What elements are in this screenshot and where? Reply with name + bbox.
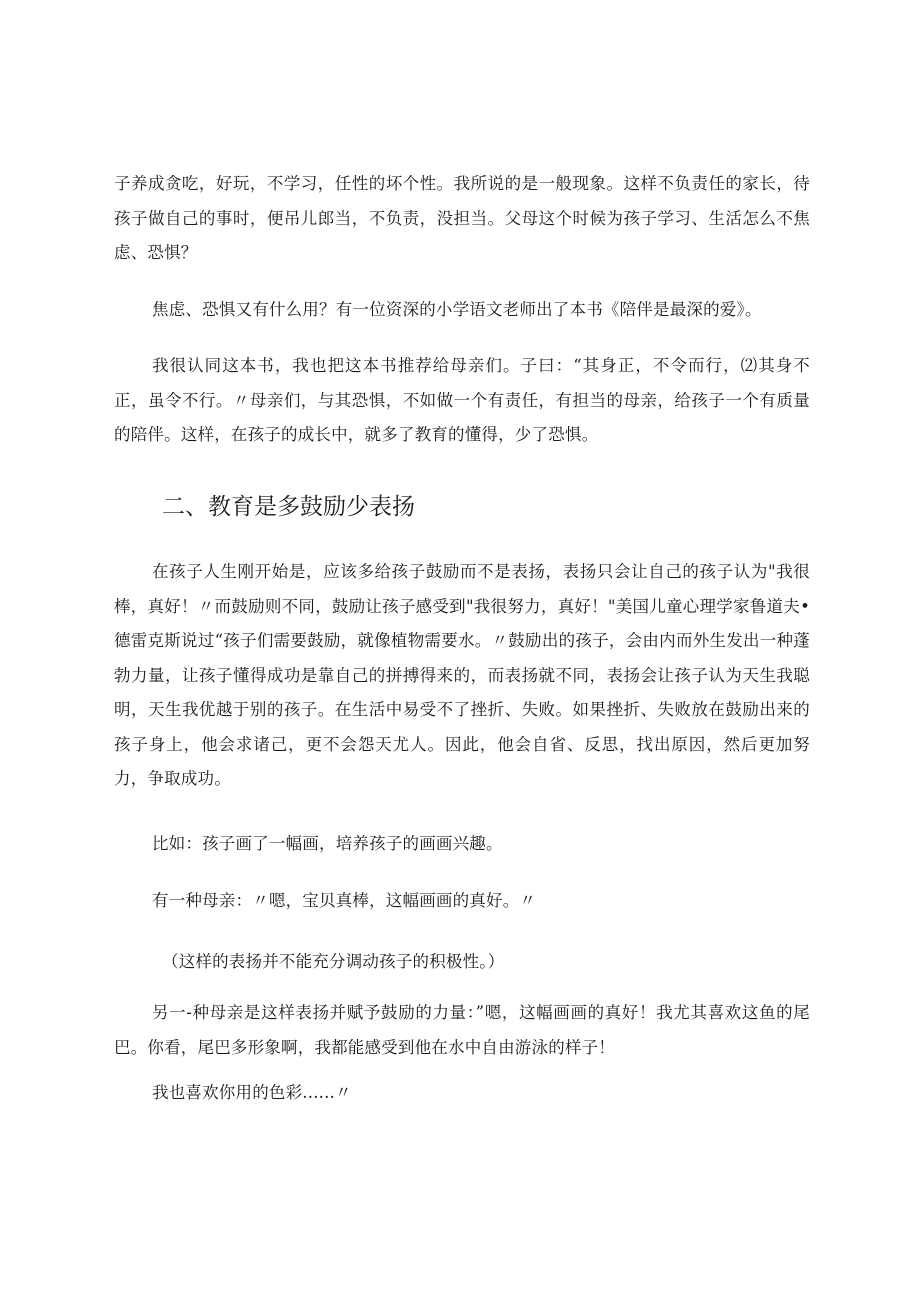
paragraph-colors: 我也喜欢你用的色彩......〃	[152, 1083, 352, 1102]
paragraph-encouragement: 在孩子人生刚开始是，应该多给孩子鼓励而不是表扬，表扬只会让自己的孩子认为"我很棒，真好！〃而鼓励则不同，鼓励让孩子感受到"我很努力，真好！"美国儿童心理学家鲁道夫•德雷克斯说过“孩子们需要鼓励，就像植物需要水。〃鼓励出的孩子，会由内而外生发出一种蓬勃力量，让孩子懂得成功是靠自己的拼搏得来的，而表扬就不同，表扬会让孩子认为天生我聪明，天生我优越于别的孩子。在生活中易受不了挫折、失败。如果挫折、失败放在鼓励出来的孩子身上，他会求诸己，更不会怨天尤人。因此，他会自省、反思，找出原因，然后更加努力，争取成功。	[114, 562, 810, 788]
section-heading: 二、教育是多鼓励少表扬	[162, 494, 415, 520]
paragraph-mother-one: 有一种母亲：〃嗯，宝贝真棒，这幅画画的真好。〃	[152, 891, 537, 910]
paragraph-book-recommendation: 我很认同这本书，我也把这本书推荐给母亲们。子曰：“其身正，不令而行，⑵其身不正，虽令不行。〃母亲们，与其恐惧，不如做一个有责任，有担当的母亲，给孩子一个有质量的陪伴。这样，在孩子的成长中，就多了教育的懂得，少了恐惧。	[114, 356, 810, 444]
paragraph-anxiety-question: 焦虑、恐惧又有什么用？有一位资深的小学语文老师出了本书《陪伴是最深的爱》。	[152, 300, 762, 319]
paragraph-note: （这样的表扬并不能充分调动孩子的积极性。）	[162, 952, 505, 971]
paragraph-mother-two: 另一-种母亲是这样表扬并赋予鼓励的力量：”嗯，这幅画画的真好！我尤其喜欢这鱼的尾巴。你看，尾巴多形象啊，我都能感受到他在水中自由游泳的样子！	[114, 1003, 810, 1057]
paragraph-continuation: 子养成贪吃，好玩，不学习，任性的坏个性。我所说的是一般现象。这样不负责任的家长，待孩子做自己的事时，便吊儿郎当，不负责，没担当。父母这个时候为孩子学习、生活怎么不焦虑、恐惧？	[114, 174, 810, 262]
paragraph-example: 比如：孩子画了一幅画，培养孩子的画画兴趣。	[152, 834, 503, 853]
